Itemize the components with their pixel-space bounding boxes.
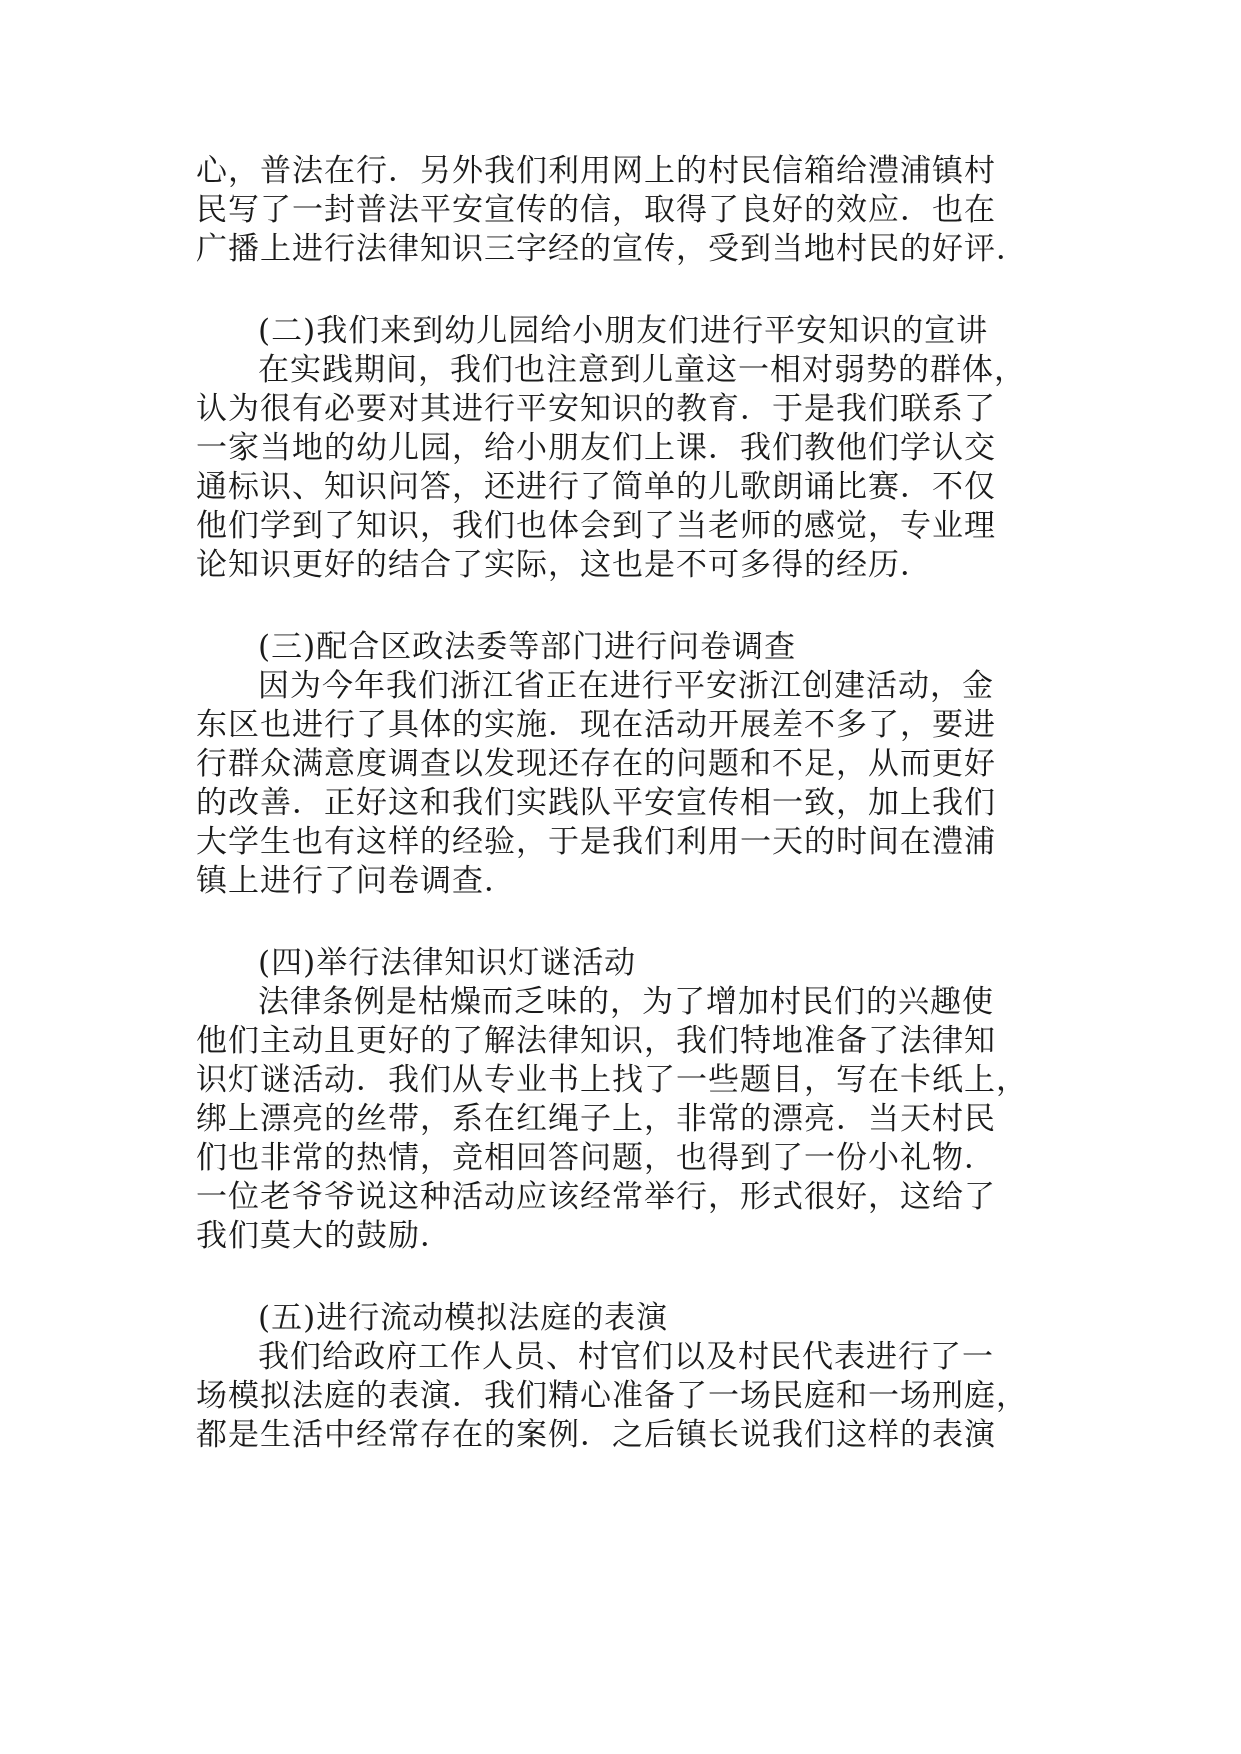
paragraph-gap (196, 585, 1036, 628)
text-line: 心，普法在行．另外我们利用网上的村民信箱给澧浦镇村 (196, 153, 996, 189)
text-line: 的改善．正好这和我们实践队平安宣传相一致，加上我们 (196, 785, 996, 821)
text-line: 论知识更好的结合了实际，这也是不可多得的经历． (196, 547, 932, 583)
text-line: 东区也进行了具体的实施．现在活动开展差不多了，要进 (196, 707, 996, 743)
text-line: 一家当地的幼儿园，给小朋友们上课．我们教他们学认交 (196, 430, 996, 466)
text-line: 们也非常的热情，竞相回答问题，也得到了一份小礼物． (196, 1140, 996, 1176)
text-line: 我们给政府工作人员、村官们以及村民代表进行了一 (258, 1339, 994, 1375)
text-line: 都是生活中经常存在的案例．之后镇长说我们这样的表演 (196, 1417, 996, 1453)
section-3 (196, 628, 1036, 901)
text-line: 通标识、知识问答，还进行了简单的儿歌朗诵比赛．不仅 (196, 469, 996, 505)
section-heading: (三)配合区政法委等部门进行问卷调查 (258, 629, 797, 665)
section-5 (196, 1299, 1036, 1455)
text-line: 他们主动且更好的了解法律知识，我们特地准备了法律知 (196, 1023, 996, 1059)
section-2 (196, 312, 1036, 585)
text-line: 一位老爷爷说这种活动应该经常举行，形式很好，这给了 (196, 1179, 996, 1215)
section-heading: (四)举行法律知识灯谜活动 (258, 945, 637, 981)
intro-paragraph (196, 152, 1036, 269)
text-line: 镇上进行了问卷调查． (196, 863, 516, 899)
section-4 (196, 944, 1036, 1256)
section-heading: (二)我们来到幼儿园给小朋友们进行平安知识的宣讲 (258, 313, 989, 349)
text-line: 绑上漂亮的丝带，系在红绳子上，非常的漂亮．当天村民 (196, 1101, 996, 1137)
text-line: 行群众满意度调查以发现还存在的问题和不足，从而更好 (196, 746, 996, 782)
text-line: 因为今年我们浙江省正在进行平安浙江创建活动，金 (258, 668, 994, 704)
paragraph-gap (196, 901, 1036, 944)
text-line: 识灯谜活动．我们从专业书上找了一些题目，写在卡纸上， (196, 1062, 1028, 1098)
text-line: 法律条例是枯燥而乏味的，为了增加村民们的兴趣使 (258, 984, 994, 1020)
text-line: 他们学到了知识，我们也体会到了当老师的感觉，专业理 (196, 508, 996, 544)
section-heading: (五)进行流动模拟法庭的表演 (258, 1300, 669, 1336)
text-line: 大学生也有这样的经验，于是我们利用一天的时间在澧浦 (196, 824, 996, 860)
text-line: 场模拟法庭的表演．我们精心准备了一场民庭和一场刑庭， (196, 1378, 1028, 1414)
document-page (196, 152, 1036, 1455)
text-line: 广播上进行法律知识三字经的宣传，受到当地村民的好评． (196, 231, 1028, 267)
paragraph-gap (196, 1256, 1036, 1299)
text-line: 在实践期间，我们也注意到儿童这一相对弱势的群体， (258, 352, 1026, 388)
paragraph-gap (196, 269, 1036, 312)
text-line: 我们莫大的鼓励． (196, 1218, 452, 1254)
text-line: 民写了一封普法平安宣传的信，取得了良好的效应．也在 (196, 192, 996, 228)
text-line: 认为很有必要对其进行平安知识的教育．于是我们联系了 (196, 391, 996, 427)
